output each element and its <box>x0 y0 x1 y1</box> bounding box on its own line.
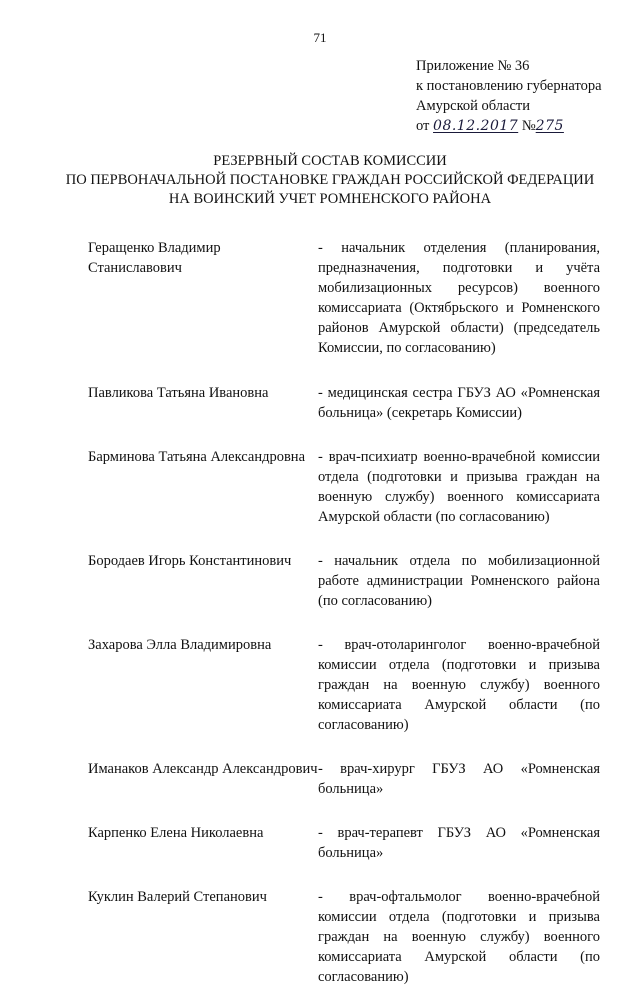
member-name: Павликова Татьяна Ивановна <box>88 385 269 401</box>
member-role: - медицинская сестра ГБУЗ АО «Ромненская больница» (секретарь Комиссии) <box>318 385 600 421</box>
number-label: № <box>521 118 536 134</box>
member-role: - врач-офтальмолог военно-врачебной комиссии отдела (подготовки и призыва граждан на военную службу) военного комиссариата Амурской области (по согласованию) <box>318 889 600 985</box>
member-row <box>88 887 608 987</box>
handwritten-date: 08.12.2017 <box>433 118 519 134</box>
members-list <box>88 238 608 987</box>
member-row <box>88 447 608 527</box>
appendix-line-3: Амурской области <box>416 98 530 114</box>
member-row <box>88 635 608 735</box>
from-label: от <box>416 118 430 134</box>
document-title <box>60 152 600 209</box>
appendix-line-2: к постановлению губернатора <box>416 78 602 94</box>
member-role: - врач-терапевт ГБУЗ АО «Ромненская больница» <box>318 825 600 861</box>
member-name: Геращенко Владимир Станиславович <box>88 240 221 276</box>
member-row <box>88 383 608 423</box>
page-number: 71 <box>313 30 327 45</box>
member-name: Иманаков Александр Александрович <box>88 761 318 777</box>
member-role: - врач-отоларинголог военно-врачебной комиссии отдела (подготовки и призыва граждан на военную службу) военного комиссариата Амурской области (по согласованию) <box>318 637 600 733</box>
appendix-line-1: Приложение № 36 <box>416 58 530 74</box>
member-name: Карпенко Елена Николаевна <box>88 825 264 841</box>
member-name: Бородаев Игорь Константинович <box>88 553 292 569</box>
member-role: - врач-психиатр военно-врачебной комиссии отдела (подготовки и призыва граждан на военную службу) военного комиссариата Амурской области (по согласованию) <box>318 449 600 525</box>
title-line-2: ПО ПЕРВОНАЧАЛЬНОЙ ПОСТАНОВКЕ ГРАЖДАН РОССИЙСКОЙ ФЕДЕРАЦИИ <box>65 172 595 188</box>
member-role: - начальник отделения (планирования, предназначения, подготовки и учёта мобилизационных ресурсов) военного комиссариата (Октябрьского и Ромненского районов Амурской области) (председатель Комиссии, по согласованию) <box>318 240 600 356</box>
title-line-3: НА ВОИНСКИЙ УЧЕТ РОМНЕНСКОГО РАЙОНА <box>168 191 492 207</box>
member-row <box>88 238 608 358</box>
member-row <box>88 823 608 863</box>
member-row <box>88 759 608 799</box>
appendix-header <box>416 56 626 136</box>
handwritten-number: 275 <box>535 118 564 134</box>
member-role: - начальник отдела по мобилизационной работе администрации Ромненского района (по согласованию) <box>318 553 600 609</box>
member-row <box>88 551 608 611</box>
member-role: - врач-хирург ГБУЗ АО «Ромненская больница» <box>318 761 600 797</box>
appendix-line-4 <box>416 116 626 136</box>
member-name: Захарова Элла Владимировна <box>88 637 272 653</box>
title-line-1: РЕЗЕРВНЫЙ СОСТАВ КОМИССИИ <box>213 153 447 169</box>
member-name: Барминова Татьяна Александровна <box>88 449 306 465</box>
member-name: Куклин Валерий Степанович <box>88 889 267 905</box>
